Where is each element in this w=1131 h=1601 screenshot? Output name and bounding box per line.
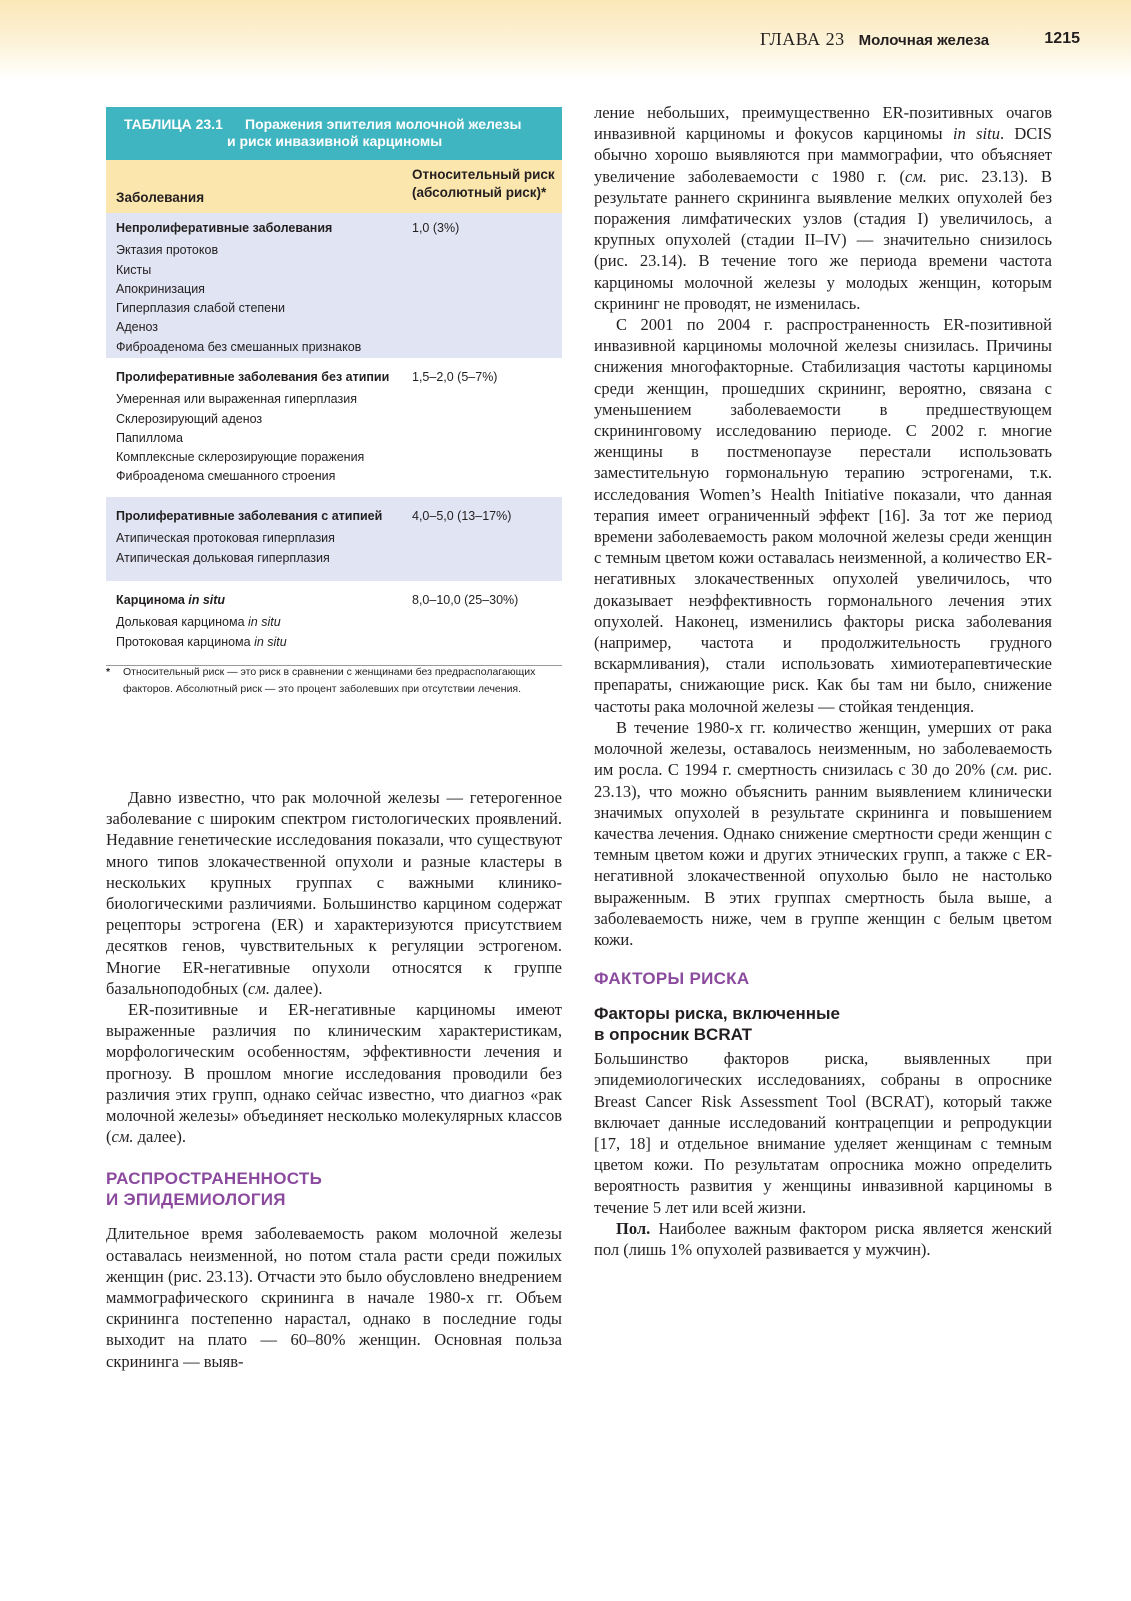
- page-number: 1215: [1044, 30, 1080, 47]
- list-item: Аденоз: [116, 320, 159, 335]
- list-item: Дольковая карцинома in situ: [116, 615, 281, 630]
- paragraph: ER-позитивные и ER-негативные карциномы имеют выраженные различия по клиническим характеристикам, морфологическим особенностям, эффективности лечения и прогнозу. В прошлом многие исследования проводили без различия этих групп, однако сейчас известно, что диагноз «рак молочной железы» объединяет несколько молекулярных классов (см. далее).: [106, 1000, 562, 1147]
- table-group-carcinoma-in-situ: [106, 581, 562, 666]
- footnote-mark: *: [106, 666, 111, 678]
- list-item: Гиперплазия слабой степени: [116, 301, 286, 316]
- group-risk: 8,0–10,0 (25–30%): [412, 593, 519, 607]
- right-column-text: [594, 102, 1052, 1260]
- running-head: [760, 28, 1080, 52]
- list-item: Атипическая дольковая гиперплазия: [116, 550, 330, 565]
- paragraph: Длительное время заболеваемость раком молочной железы оставалась неизменной, но потом стала расти среди пожилых женщин (рис. 23.13). Отчасти это было обусловлено внедрением маммографического скрининга в начале 1980-х гг. Объем скрининга постепенно нарастал, однако в последние годы выходит на плато — 60–80% женщин. Основная польза скрининга — выяв-: [106, 1224, 562, 1371]
- list-item: Атипическая протоковая гиперплазия: [116, 531, 335, 546]
- section-heading-epidemiology: РАСПРОСТРАНЕННОСТЬ И ЭПИДЕМИОЛОГИЯ: [106, 1169, 323, 1210]
- paragraph: Большинство факторов риска, выявленных при эпидемиологических исследованиях, собраны в опроснике Breast Cancer Risk Assessment Tool (BCRAT), который также включает данные исследований контрацепции и репродукции [17, 18] и отдельное внимание уделяет женщинам с темным цветом кожи. По результатам опросника можно определить вероятность развития у женщины инвазивной карциномы в течение 5 лет или всей жизни.: [594, 1049, 1052, 1217]
- list-item: Апокринизация: [116, 281, 205, 296]
- table-title-line1: Поражения эпителия молочной железы: [245, 116, 522, 132]
- group-heading: Карцинома in situ: [116, 593, 226, 607]
- list-item: Умеренная или выраженная гиперплазия: [116, 392, 357, 407]
- group-heading: Пролиферативные заболевания без атипии: [116, 370, 390, 384]
- chapter-label: ГЛАВА 23: [760, 29, 845, 49]
- table-footnote: [106, 664, 566, 698]
- group-heading: Непролиферативные заболевания: [116, 221, 333, 235]
- column-header-risk: Относительный риск (абсолютный риск)*: [412, 167, 555, 200]
- list-item: Фиброаденома без смешанных признаков: [116, 339, 362, 354]
- list-item: Папиллома: [116, 430, 183, 445]
- table-title-line2: и риск инвазивной карциномы: [227, 133, 443, 149]
- table-group-nonproliferative: [106, 213, 562, 358]
- footnote-line2: факторов. Абсолютный риск — это процент заболевших при отсутствии лечения.: [123, 683, 522, 695]
- list-item: Кисты: [116, 262, 152, 277]
- footnote-line1: Относительный риск — это риск в сравнении с женщинами без предрасполагающих: [123, 666, 536, 678]
- paragraph: В течение 1980-х гг. количество женщин, умерших от рака молочной железы, оставалось неизменным, но заболеваемость им росла. С 1994 г. смертность снизилась с 30 до 20% (см. рис. 23.13), что можно объяснить ранним выявлением клинически значимых опухолей в результате скрининга и повышением качества лечения. Однако снижение смертности среди женщин с темным цветом кожи и других этнических групп, а также с ER-негативной злокачественной опухолью было не настолько выраженным. В этих группах смертность была выше, а заболеваемость ниже, чем в группе женщин с белым цветом кожи.: [594, 717, 1052, 949]
- list-item: Эктазия протоков: [116, 243, 219, 258]
- table-title: [227, 116, 555, 150]
- table-title-bar: [106, 107, 562, 160]
- group-risk: 1,5–2,0 (5–7%): [412, 370, 498, 384]
- table-group-proliferative-no-atypia: [106, 358, 562, 497]
- table-column-headers: [106, 160, 562, 213]
- list-item: Склерозирующий аденоз: [116, 411, 263, 426]
- table-23-1: [106, 107, 562, 666]
- chapter-title: Молочная железа: [858, 32, 990, 49]
- paragraph: Пол. Наиболее важным фактором риска является женский пол (лишь 1% опухолей развивается у мужчин).: [594, 1218, 1052, 1259]
- list-item: Протоковая карцинома in situ: [116, 634, 287, 649]
- list-item: Комплексные склерозирующие поражения: [116, 450, 365, 465]
- group-heading: Пролиферативные заболевания с атипией: [116, 509, 383, 523]
- left-column-text: [106, 787, 562, 1372]
- group-risk: 1,0 (3%): [412, 221, 460, 235]
- section-heading-risk-factors: ФАКТОРЫ РИСКА: [594, 969, 750, 989]
- list-item: Фиброаденома смешанного строения: [116, 469, 336, 484]
- column-header-diseases: Заболевания: [116, 190, 205, 205]
- paragraph: С 2001 по 2004 г. распространенность ER-позитивной инвазивной карциномы молочной железы снизилась. Причины снижения многофакторные. Стабилизация частоты карциномы среди женщин, прошедших скрининг, вероятно, связана с уменьшением заболеваемости в предшествующем скрининговому исследованию периоде. С 2002 г. многие женщины в постменопаузе перестали использовать заместительную гормональную терапию эстрогенами, т.к. исследования Women’s Health Initiative показали, что данная терапия имеет ограниченный эффект [16]. За тот же период времени заболеваемость раком молочной железы среди женщин с темным цветом кожи оставалась неизменной, а количество ER-негативных злокачественных опухолей увеличилось, что доказывает неэффективность гормонального лечения этих опухолей. Наконец, изменились факторы риска заболевания (например, частота и продолжительность грудного вскармливания), стали использовать химиотерапевтические препараты, снижающие риск. Как бы там ни было, снижение частоты рака молочной железы — стойкая тенденция.: [594, 315, 1052, 716]
- paragraph: ление небольших, преимущественно ER-позитивных очагов инвазивной карциномы и фокусов карциномы in situ. DCIS обычно хорошо выявляются при маммографии, что объясняет увеличение заболеваемости с 1980 г. (см. рис. 23.13). В результате раннего скрининга выявление мелких опухолей без поражения лимфатических узлов (стадия I) увеличилось, а крупных опухолей (стадии II–IV) — значительно снизилось (рис. 23.14). В течение того же периода времени частота карциномы молочной железы у молодых женщин, которым скрининг не проводят, не изменилась.: [594, 103, 1052, 313]
- group-risk: 4,0–5,0 (13–17%): [412, 509, 512, 523]
- subheading-bcrat: Факторы риска, включенные в опросник BCRAT: [594, 1004, 840, 1045]
- table-group-proliferative-atypia: [106, 497, 562, 581]
- paragraph: Давно известно, что рак молочной железы — гетерогенное заболевание с широким спектром гистологических проявлений. Недавние генетические исследования показали, что существуют много типов злокачественной опухоли и разные кластеры в нескольких крупных группах с важными клинико-биологическими различиями. Большинство карцином содержат рецепторы эстрогена (ER) и характеризуются присутствием десятков генов, чувствительных к регуляции эстрогеном. Многие ER-негативные опухоли относятся к группе базальноподобных (см. далее).: [106, 788, 562, 998]
- table-label: ТАБЛИЦА 23.1: [124, 116, 223, 132]
